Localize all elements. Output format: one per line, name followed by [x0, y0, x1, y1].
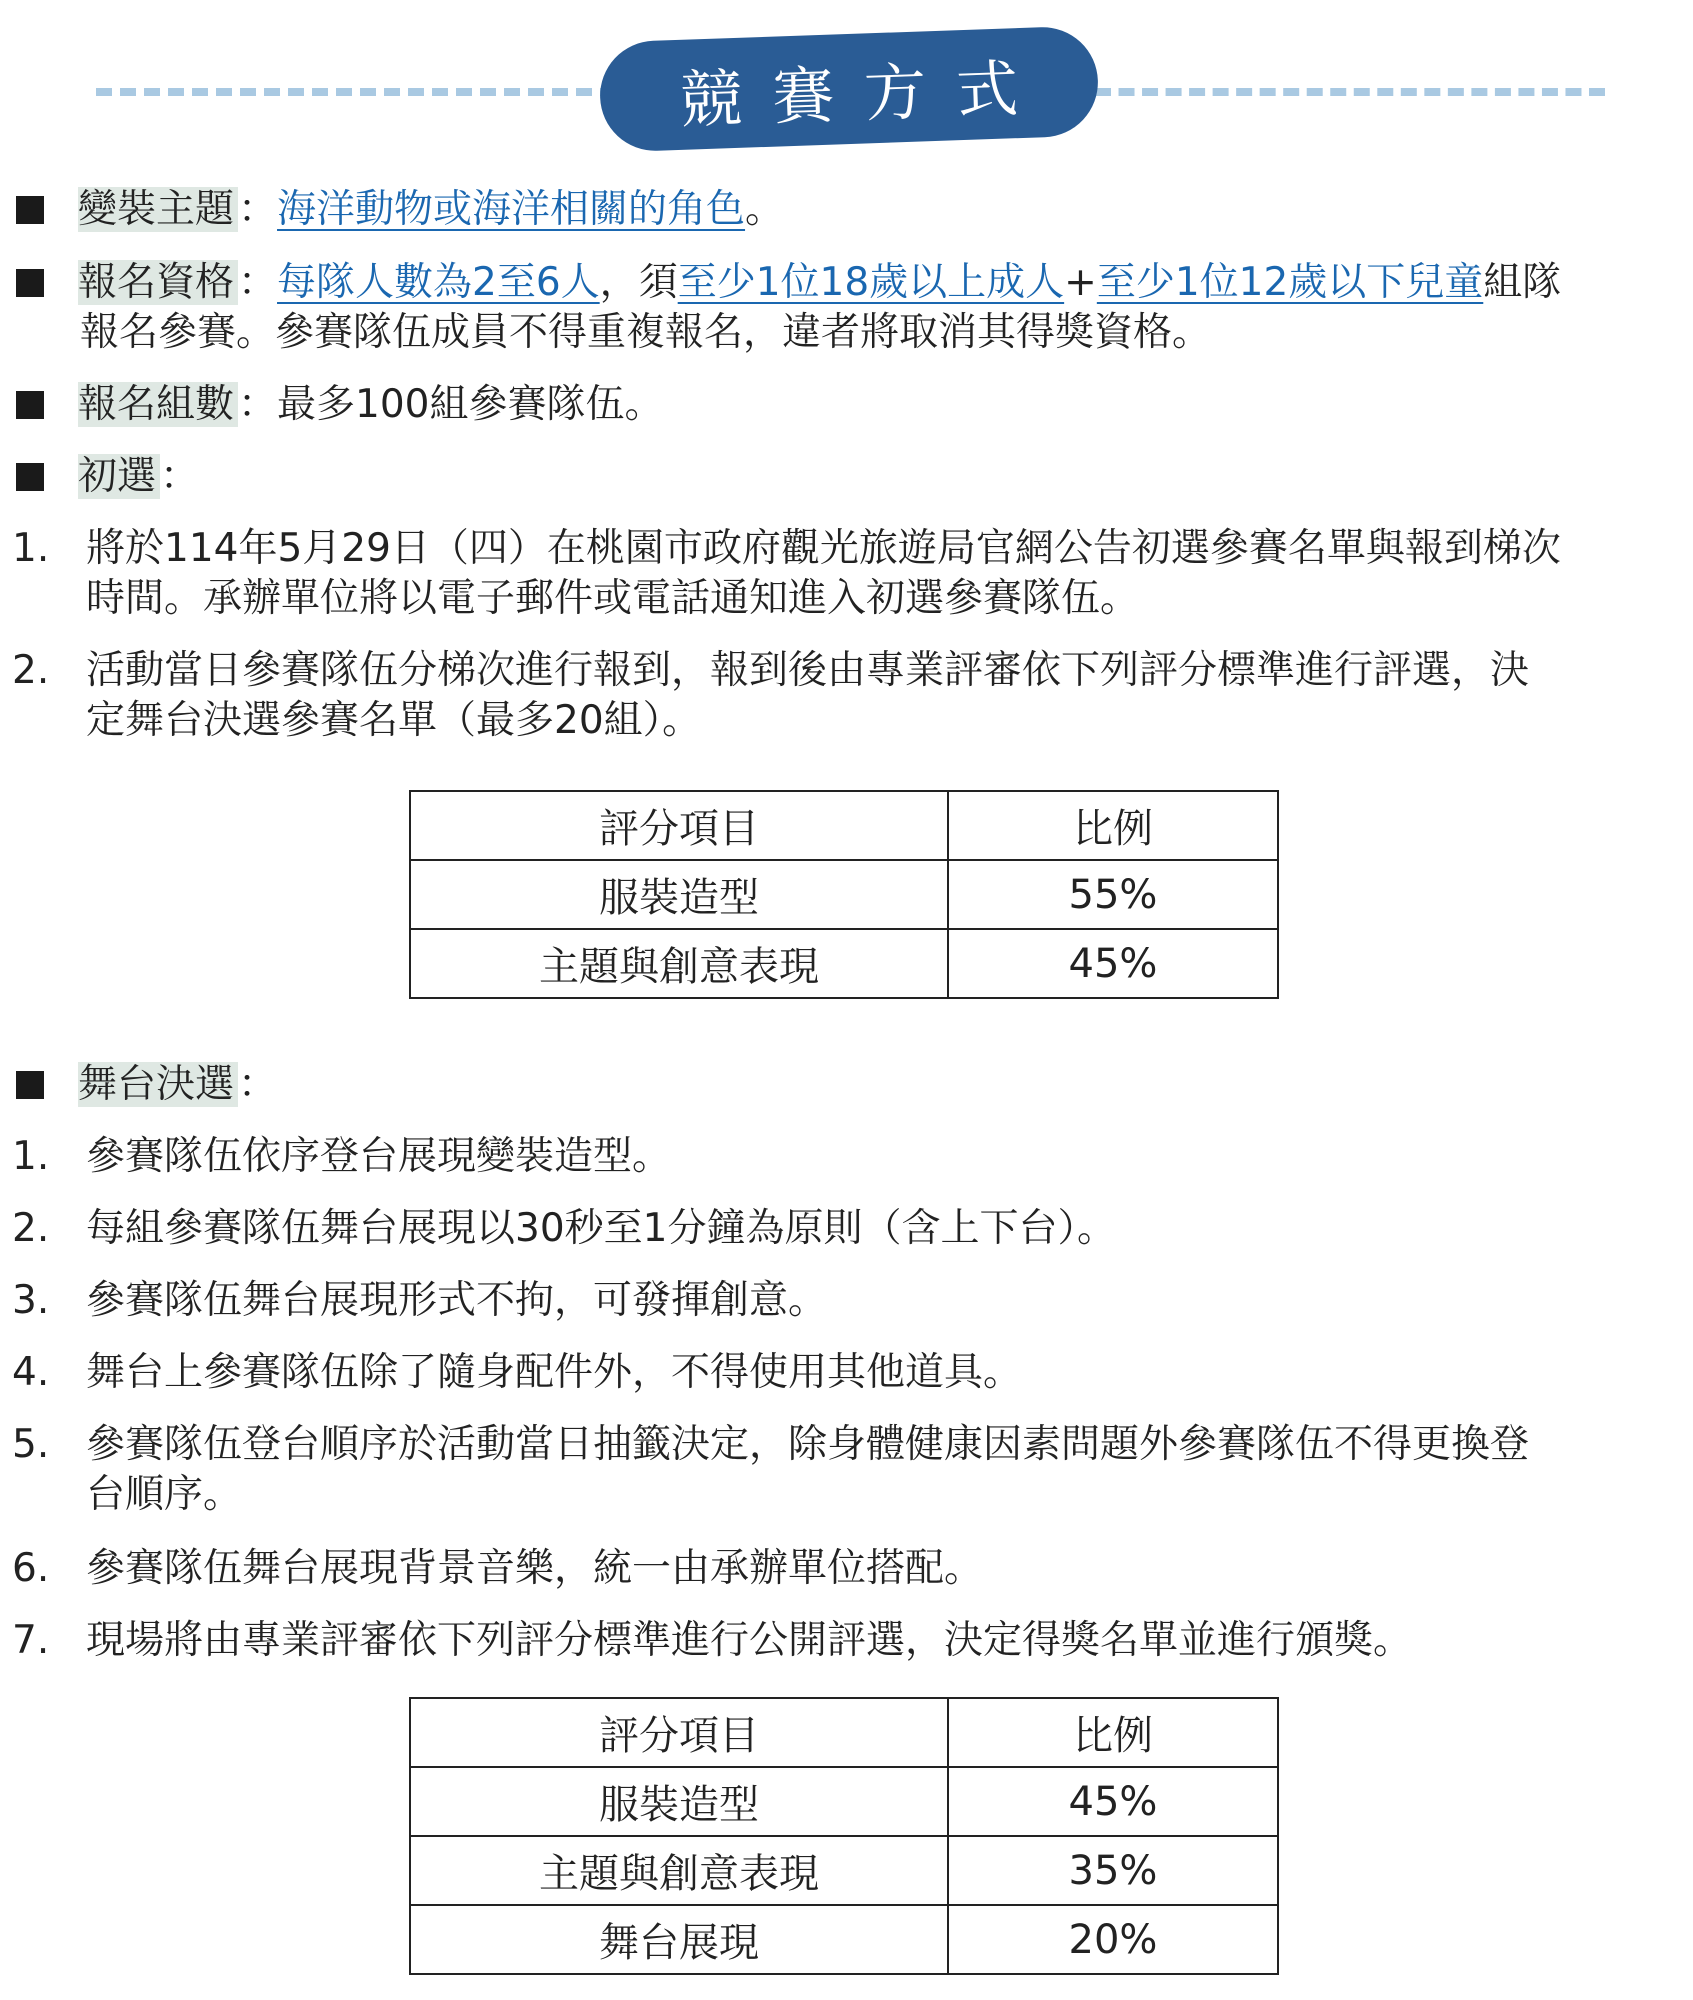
- table-row: 主題與創意表現 45%: [410, 929, 1278, 998]
- table-row: 舞台展現 20%: [410, 1905, 1278, 1974]
- table-row: 服裝造型 45%: [410, 1767, 1278, 1836]
- title-badge: [598, 25, 1100, 152]
- adult-requirement-text: 至少1位18歲以上成人: [677, 260, 1065, 305]
- count-label: 報名組數: [78, 382, 238, 427]
- square-bullet-icon: [16, 196, 44, 224]
- final-score-table: [409, 1697, 1279, 1975]
- child-requirement-text: 至少1位12歲以下兒童: [1096, 260, 1484, 305]
- table-row: 服裝造型 55%: [410, 860, 1278, 929]
- page-title: 競賽方式: [678, 50, 1050, 137]
- left-dashed-divider: [96, 88, 616, 96]
- right-dashed-divider: [1095, 88, 1605, 96]
- square-bullet-icon: [16, 463, 44, 491]
- prelim-label: 初選: [78, 454, 160, 499]
- table-row: 主題與創意表現 35%: [410, 1836, 1278, 1905]
- square-bullet-icon: [16, 1071, 44, 1099]
- prelim-score-table: [409, 790, 1279, 999]
- team-size-text: 每隊人數為2至6人: [277, 260, 600, 305]
- theme-value: 海洋動物或海洋相關的角色: [277, 187, 746, 232]
- square-bullet-icon: [16, 269, 44, 297]
- stage-label: 舞台決選: [78, 1062, 238, 1107]
- table-header-row: 評分項目 比例: [410, 791, 1278, 860]
- eligibility-line2: 報名參賽。參賽隊伍成員不得重複報名，違者將取消其得獎資格。: [80, 310, 1212, 355]
- section-header: [0, 0, 1693, 160]
- count-text: ：最多100組參賽隊伍。: [238, 382, 664, 427]
- theme-label: 變裝主題: [78, 187, 238, 232]
- square-bullet-icon: [16, 391, 44, 419]
- eligibility-label: 報名資格: [78, 260, 238, 305]
- table-header-row: 評分項目 比例: [410, 1698, 1278, 1767]
